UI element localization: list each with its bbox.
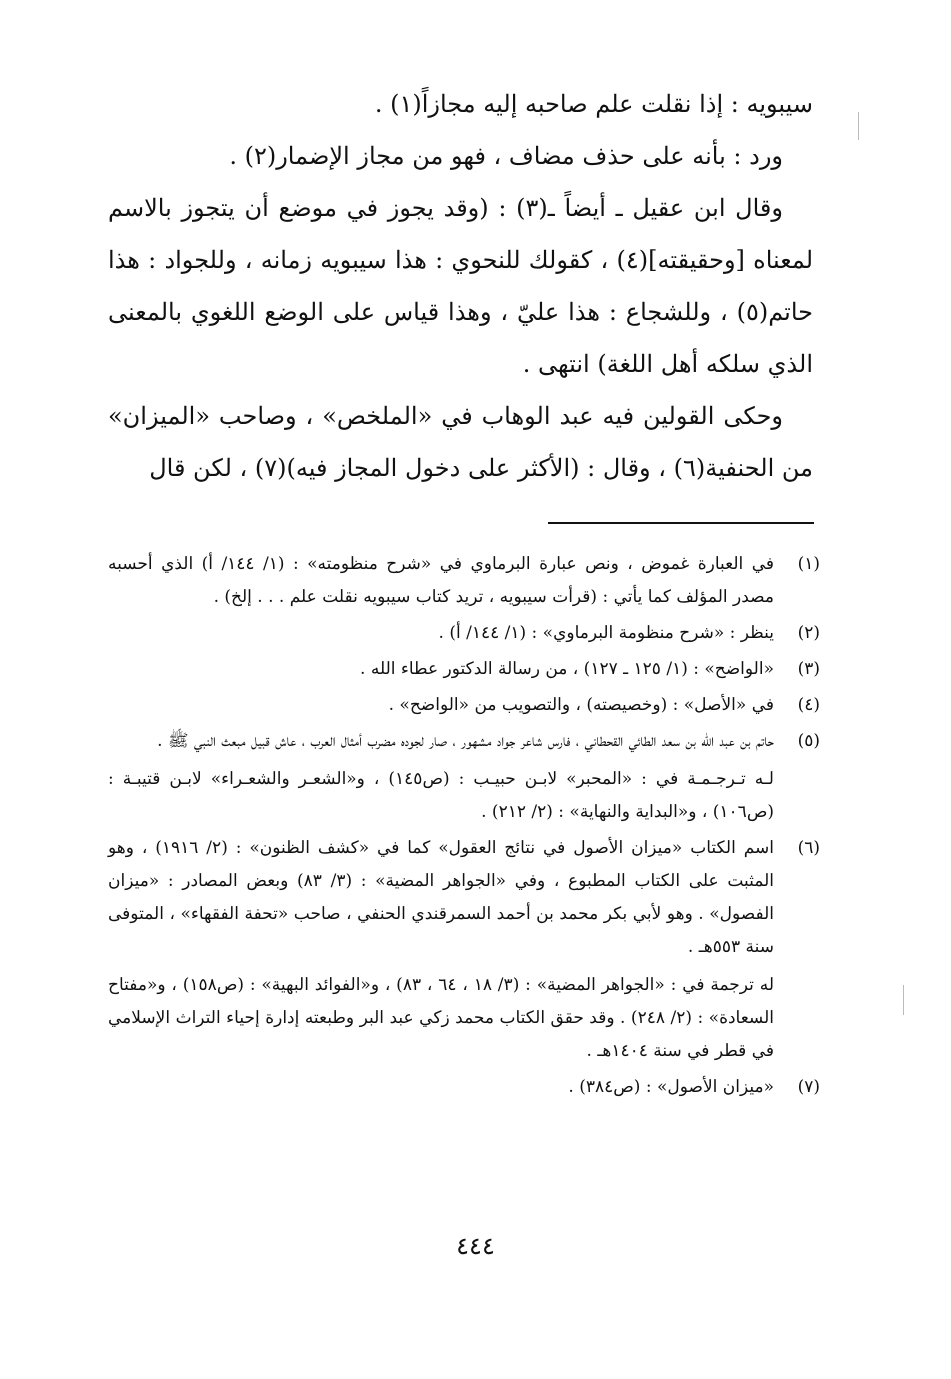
- footnote-5: [108, 725, 820, 758]
- footnote-divider: [548, 522, 814, 524]
- footnote-number: (١): [797, 554, 820, 574]
- footnote-number: (٢): [797, 623, 820, 643]
- scan-edge-mark-top: [858, 112, 859, 140]
- footnote-6: [108, 832, 820, 964]
- footnote-number: (٥): [797, 731, 820, 751]
- footnote-number: (٧): [797, 1077, 820, 1097]
- scan-edge-mark-bottom: [903, 985, 904, 1015]
- footnote-number: (٣): [797, 659, 820, 679]
- footnote-1: [108, 548, 820, 614]
- footnote-2: [108, 617, 820, 650]
- footnote-text: «الواضح» : (١/ ١٢٥ ـ ١٢٧) ، من رسالة الدكتور عطاء الله .: [360, 659, 774, 679]
- footnotes: [108, 548, 820, 1107]
- footnote-text: في «الأصل» : (وخصيصته) ، والتصويب من «الواضح» .: [388, 695, 774, 715]
- footnote-text: ينظر : «شرح منظومة البرماوي» : (١/ ١٤٤/ أ) .: [438, 623, 774, 643]
- main-text: [108, 78, 813, 494]
- paragraph-ibn-aqil: وقال ابن عقيل ـ أيضاً ـ(٣) : (وقد يجوز في موضع أن يتجوز بالاسم لمعناه [وحقيقته](٤) ، كقولك للنحوي : هذا سيبويه زمانه ، وللجواد : هذا حاتم(٥) ، وللشجاع : هذا عليّ ، وهذا قياس على الوضع اللغوي بالمعنى الذي سلكه أهل اللغة) انتهى .: [108, 194, 814, 378]
- paragraph-two-opinions: وحكى القولين فيه عبد الوهاب في «الملخص» ، وصاحب «الميزان» من الحنفية(٦) ، وقال : (الأكثر على دخول المجاز فيه)(٧) ، لكن قال: [108, 402, 813, 482]
- footnote-text: اسم الكتاب «ميزان الأصول في نتائج العقول» كما في «كشف الظنون» : (٢/ ١٩١٦) ، وهو المثبت على الكتاب المطبوع ، وفي «الجواهر المضية» : (٣/ ٨٣) وبعض المصادر : «ميزان الفصول» . وهو لأبي بكر محمد بن أحمد السمرقندي الحنفي ، صاحب «تحفة الفقهاء» ، المتوفى سنة ٥٥٣هـ .: [108, 838, 775, 957]
- footnote-number: (٦): [797, 838, 820, 858]
- footnote-4: [108, 689, 820, 722]
- footnote-text: حاتم بن عبد الله بن سعد الطائي القحطاني ، فارس شاعر جواد مشهور ، صار لجوده مضرب أمثال العرب ، عاش قبيل مبعث النبي ﷺ .: [157, 731, 774, 751]
- footnote-text: «ميزان الأصول» : (ص٣٨٤) .: [568, 1077, 774, 1097]
- footnote-7: [108, 1071, 820, 1104]
- footnote-3: [108, 653, 820, 686]
- footnote-number: (٤): [797, 695, 820, 715]
- footnote-text: في العبارة غموض ، ونص عبارة البرماوي في «شرح منظومته» : (١/ ١٤٤/ أ) الذي أحسبه مصدر المؤلف كما يأتي : (قرأت سيبويه ، تريد كتاب سيبويه نقلت علم . . . إلخ) .: [108, 554, 774, 607]
- footnote-6-biography: له ترجمة في : «الجواهر المضية» : (٣/ ١٨ ، ٦٤ ، ٨٣) ، و«الفوائد البهية» : (ص١٥٨) ، و«مفتاح السعادة» : (٢/ ٢٤٨) . وقد حقق الكتاب محمد زكي عبد البر وطبعته إدارة إحياء التراث الإسلامي في قطر في سنة ١٤٠٤هـ .: [108, 975, 775, 1061]
- paragraph-sibawayh: سيبويه : إذا نقلت علم صاحبه إليه مجازاً(١) .: [374, 90, 813, 118]
- page-number: ٤٤٤: [456, 1232, 495, 1260]
- paragraph-rebuttal: ورد : بأنه على حذف مضاف ، فهو من مجاز الإضمار(٢) .: [229, 142, 783, 170]
- footnote-5-biography: لـه تـرجـمـة في : «المحبر» لابـن حبيـب : (ص١٤٥) ، و«الشعـر والشعـراء» لابـن قتيبـة : (ص١٠٦) ، و«البداية والنهاية» : (٢/ ٢١٢) .: [108, 769, 774, 822]
